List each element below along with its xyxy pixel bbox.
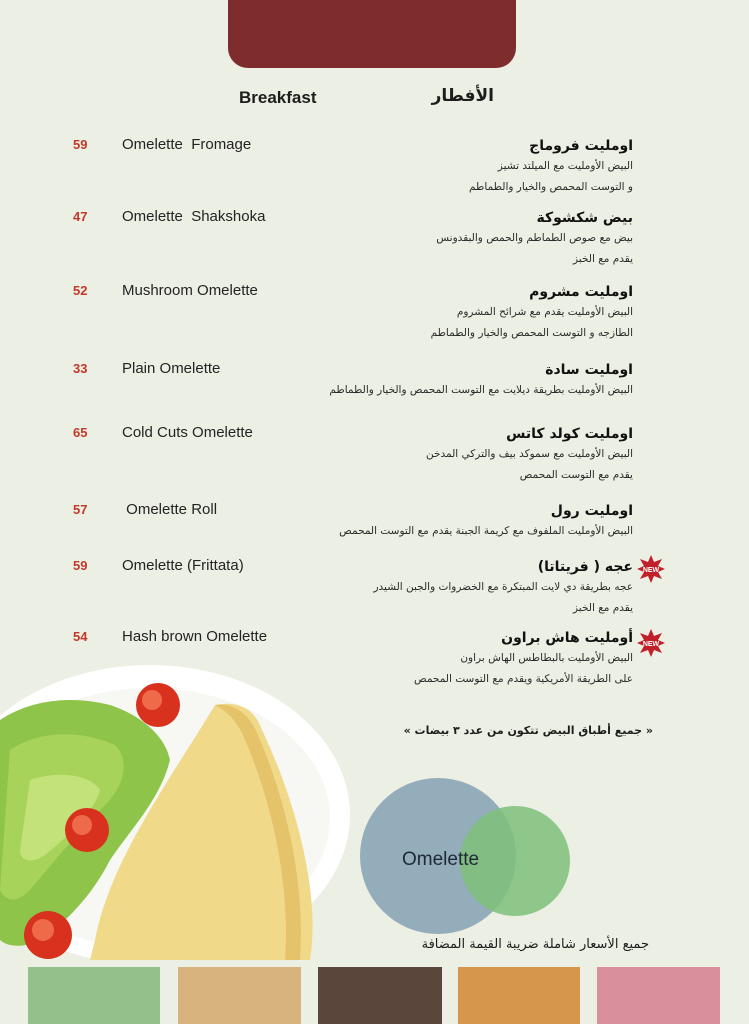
item-desc-line: و التوست المحمص والخيار والطماطم bbox=[469, 181, 633, 193]
new-badge-label: NEW bbox=[642, 567, 660, 574]
item-name-en: Plain Omelette bbox=[122, 360, 221, 377]
item-name-en: Omelette Fromage bbox=[122, 136, 252, 153]
item-ar-block bbox=[213, 360, 633, 401]
item-price: 52 bbox=[73, 283, 88, 298]
eggs-count-note: « جميع أطباق البيض تتكون من عدد ٣ بيضات » bbox=[403, 724, 653, 737]
item-desc-line: بيض مع صوص الطماطم والحمص والبقدونس bbox=[436, 232, 633, 244]
color-swatch bbox=[458, 967, 580, 1024]
item-name-en: Cold Cuts Omelette bbox=[122, 424, 253, 441]
new-badge-icon bbox=[636, 554, 666, 584]
item-name-ar: عجه ( فريتاتا) bbox=[537, 559, 633, 575]
item-name-ar: اومليت مشروم bbox=[529, 284, 633, 300]
item-name-ar: بيض شكشوكة bbox=[536, 210, 633, 226]
item-price: 65 bbox=[73, 425, 88, 440]
item-desc-line: عجه بطريقة دي لايت المبتكرة مع الخضروات والجبن الشيدر bbox=[373, 581, 633, 593]
item-desc-line: البيض الأومليت بطريقة ديلايت مع التوست المحمص والخيار والطماطم bbox=[329, 384, 633, 396]
item-price: 59 bbox=[73, 137, 88, 152]
item-desc-line: يقدم مع الخبز bbox=[573, 602, 633, 614]
circle-label: Omelette bbox=[402, 849, 480, 870]
item-name-ar: اومليت فروماج bbox=[529, 138, 633, 154]
item-desc-line: يقدم مع الخبز bbox=[573, 253, 633, 265]
color-swatch bbox=[178, 967, 301, 1024]
color-swatch bbox=[318, 967, 442, 1024]
item-price: 54 bbox=[73, 629, 88, 644]
item-desc-line: الطازجه و التوست المحمص والخيار والطماطم bbox=[430, 327, 633, 339]
item-desc-line: البيض الأومليت الملفوف مع كريمة الجبنة يقدم مع التوست المحمص bbox=[339, 525, 633, 537]
item-desc-line: يقدم مع التوست المحمص bbox=[519, 469, 633, 481]
item-price: 47 bbox=[73, 209, 88, 224]
color-swatch-bar bbox=[0, 967, 749, 1024]
item-ar-block bbox=[213, 424, 633, 486]
new-badge-label: NEW bbox=[642, 641, 660, 648]
item-desc-line: البيض الأومليت بالبطاطس الهاش براون bbox=[460, 652, 633, 664]
item-ar-block bbox=[213, 557, 633, 619]
item-name-en: Hash brown Omelette bbox=[122, 628, 268, 645]
item-desc-line: البيض الأومليت مع سموكد بيف والتركي المدخن bbox=[426, 448, 633, 460]
top-banner bbox=[228, 0, 516, 68]
item-name-en: Omelette Roll bbox=[122, 501, 218, 518]
color-swatch bbox=[597, 967, 720, 1024]
item-price: 59 bbox=[73, 558, 88, 573]
item-name-en: Omelette (Frittata) bbox=[122, 557, 244, 574]
item-ar-block bbox=[213, 136, 633, 198]
item-name-ar: اومليت رول bbox=[550, 503, 633, 519]
item-name-en: Omelette Shakshoka bbox=[122, 208, 266, 225]
menu-title-en: Breakfast bbox=[239, 88, 317, 107]
new-badge-icon bbox=[636, 628, 666, 658]
omelette-plate-image bbox=[0, 660, 350, 960]
menu-title-ar: الأفطار bbox=[431, 86, 494, 106]
color-swatch bbox=[28, 967, 160, 1024]
item-price: 33 bbox=[73, 361, 88, 376]
item-price: 57 bbox=[73, 502, 88, 517]
item-desc-line: البيض الأومليت يقدم مع شرائح المشروم bbox=[456, 306, 633, 318]
item-name-ar: اومليت سادة bbox=[545, 362, 633, 378]
item-ar-block bbox=[213, 282, 633, 344]
item-ar-block bbox=[213, 208, 633, 270]
item-name-ar: أومليت هاش براون bbox=[501, 630, 633, 646]
item-name-ar: اومليت كولد كاتس bbox=[506, 426, 633, 442]
item-desc-line: على الطريقة الأمريكية ويقدم مع التوست المحمص bbox=[414, 673, 633, 685]
vat-note: جميع الأسعار شاملة ضريبة القيمة المضافة bbox=[421, 937, 649, 952]
item-name-en: Mushroom Omelette bbox=[122, 282, 258, 299]
item-desc-line: البيض الأومليت مع الميلتد تشيز bbox=[497, 160, 633, 172]
item-ar-block bbox=[213, 501, 633, 542]
